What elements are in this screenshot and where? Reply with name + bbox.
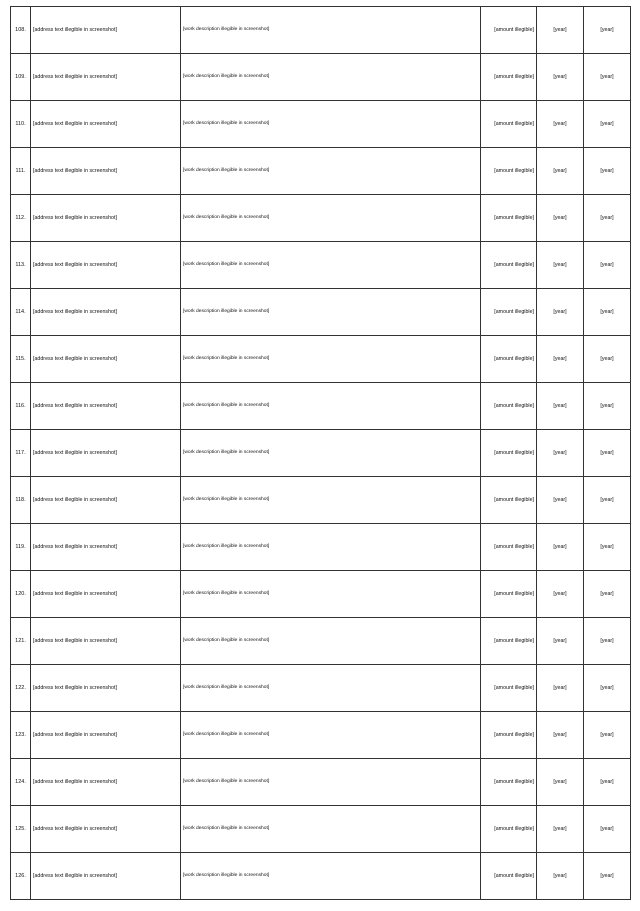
row-number: 123. — [11, 712, 31, 759]
table-row — [11, 806, 631, 853]
year-cell: [year] — [537, 430, 584, 477]
year-cell: [year] — [537, 101, 584, 148]
table-row — [11, 665, 631, 712]
work-description-cell: [work description illegible in screenshot] — [181, 430, 481, 477]
year-cell: [year] — [537, 853, 584, 900]
address-cell: [address text illegible in screenshot] — [31, 195, 181, 242]
year-cell: [year] — [537, 148, 584, 195]
address-cell: [address text illegible in screenshot] — [31, 430, 181, 477]
address-cell: [address text illegible in screenshot] — [31, 7, 181, 54]
work-description-cell: [work description illegible in screenshot] — [181, 336, 481, 383]
year-cell: [year] — [584, 54, 631, 101]
amount-cell: [amount illegible] — [481, 101, 537, 148]
amount-cell: [amount illegible] — [481, 383, 537, 430]
row-number: 118. — [11, 477, 31, 524]
year-cell: [year] — [537, 289, 584, 336]
table-row — [11, 712, 631, 759]
address-cell: [address text illegible in screenshot] — [31, 477, 181, 524]
address-cell: [address text illegible in screenshot] — [31, 665, 181, 712]
amount-cell: [amount illegible] — [481, 571, 537, 618]
table-row — [11, 618, 631, 665]
amount-cell: [amount illegible] — [481, 712, 537, 759]
amount-cell: [amount illegible] — [481, 148, 537, 195]
work-description-cell: [work description illegible in screenshot] — [181, 665, 481, 712]
row-number: 117. — [11, 430, 31, 477]
table-row — [11, 571, 631, 618]
address-cell: [address text illegible in screenshot] — [31, 618, 181, 665]
work-description-cell: [work description illegible in screenshot] — [181, 101, 481, 148]
year-cell: [year] — [584, 477, 631, 524]
address-cell: [address text illegible in screenshot] — [31, 148, 181, 195]
year-cell: [year] — [584, 101, 631, 148]
year-cell: [year] — [537, 383, 584, 430]
year-cell: [year] — [537, 54, 584, 101]
table-row — [11, 148, 631, 195]
amount-cell: [amount illegible] — [481, 618, 537, 665]
year-cell: [year] — [537, 759, 584, 806]
work-description-cell: [work description illegible in screenshot] — [181, 806, 481, 853]
row-number: 119. — [11, 524, 31, 571]
table-row — [11, 242, 631, 289]
work-description-cell: [work description illegible in screenshot] — [181, 853, 481, 900]
year-cell: [year] — [537, 477, 584, 524]
address-cell: [address text illegible in screenshot] — [31, 242, 181, 289]
table-row — [11, 336, 631, 383]
year-cell: [year] — [584, 665, 631, 712]
table-row — [11, 195, 631, 242]
work-description-cell: [work description illegible in screenshot] — [181, 148, 481, 195]
amount-cell: [amount illegible] — [481, 853, 537, 900]
year-cell: [year] — [537, 571, 584, 618]
amount-cell: [amount illegible] — [481, 54, 537, 101]
work-description-cell: [work description illegible in screenshot] — [181, 759, 481, 806]
table-body — [11, 7, 631, 900]
table-row — [11, 101, 631, 148]
year-cell: [year] — [584, 571, 631, 618]
year-cell: [year] — [537, 712, 584, 759]
amount-cell: [amount illegible] — [481, 289, 537, 336]
address-cell: [address text illegible in screenshot] — [31, 571, 181, 618]
row-number: 112. — [11, 195, 31, 242]
row-number: 116. — [11, 383, 31, 430]
year-cell: [year] — [537, 524, 584, 571]
row-number: 125. — [11, 806, 31, 853]
address-cell: [address text illegible in screenshot] — [31, 289, 181, 336]
year-cell: [year] — [584, 759, 631, 806]
amount-cell: [amount illegible] — [481, 759, 537, 806]
year-cell: [year] — [584, 618, 631, 665]
year-cell: [year] — [584, 806, 631, 853]
year-cell: [year] — [584, 336, 631, 383]
year-cell: [year] — [537, 195, 584, 242]
work-description-cell: [work description illegible in screenshot] — [181, 571, 481, 618]
row-number: 108. — [11, 7, 31, 54]
row-number: 113. — [11, 242, 31, 289]
address-cell: [address text illegible in screenshot] — [31, 524, 181, 571]
table-row — [11, 759, 631, 806]
row-number: 111. — [11, 148, 31, 195]
year-cell: [year] — [537, 618, 584, 665]
year-cell: [year] — [537, 336, 584, 383]
amount-cell: [amount illegible] — [481, 665, 537, 712]
table-row — [11, 524, 631, 571]
amount-cell: [amount illegible] — [481, 477, 537, 524]
year-cell: [year] — [584, 524, 631, 571]
table-row — [11, 430, 631, 477]
amount-cell: [amount illegible] — [481, 195, 537, 242]
year-cell: [year] — [584, 853, 631, 900]
work-description-cell: [work description illegible in screenshot] — [181, 7, 481, 54]
address-cell: [address text illegible in screenshot] — [31, 806, 181, 853]
table-row — [11, 54, 631, 101]
year-cell: [year] — [537, 665, 584, 712]
document-page — [10, 6, 630, 901]
row-number: 126. — [11, 853, 31, 900]
row-number: 109. — [11, 54, 31, 101]
table-row — [11, 477, 631, 524]
repair-program-table — [10, 6, 631, 900]
year-cell: [year] — [584, 242, 631, 289]
address-cell: [address text illegible in screenshot] — [31, 383, 181, 430]
address-cell: [address text illegible in screenshot] — [31, 336, 181, 383]
amount-cell: [amount illegible] — [481, 806, 537, 853]
address-cell: [address text illegible in screenshot] — [31, 54, 181, 101]
year-cell: [year] — [584, 383, 631, 430]
work-description-cell: [work description illegible in screenshot] — [181, 289, 481, 336]
amount-cell: [amount illegible] — [481, 430, 537, 477]
year-cell: [year] — [584, 195, 631, 242]
year-cell: [year] — [584, 430, 631, 477]
work-description-cell: [work description illegible in screenshot] — [181, 195, 481, 242]
work-description-cell: [work description illegible in screenshot] — [181, 242, 481, 289]
address-cell: [address text illegible in screenshot] — [31, 759, 181, 806]
table-row — [11, 383, 631, 430]
work-description-cell: [work description illegible in screenshot] — [181, 54, 481, 101]
year-cell: [year] — [537, 242, 584, 289]
row-number: 124. — [11, 759, 31, 806]
table-row — [11, 289, 631, 336]
row-number: 114. — [11, 289, 31, 336]
address-cell: [address text illegible in screenshot] — [31, 712, 181, 759]
work-description-cell: [work description illegible in screenshot] — [181, 477, 481, 524]
year-cell: [year] — [584, 7, 631, 54]
year-cell: [year] — [537, 806, 584, 853]
row-number: 115. — [11, 336, 31, 383]
year-cell: [year] — [584, 712, 631, 759]
row-number: 121. — [11, 618, 31, 665]
year-cell: [year] — [584, 148, 631, 195]
table-row — [11, 853, 631, 900]
row-number: 110. — [11, 101, 31, 148]
row-number: 120. — [11, 571, 31, 618]
amount-cell: [amount illegible] — [481, 524, 537, 571]
work-description-cell: [work description illegible in screenshot] — [181, 618, 481, 665]
amount-cell: [amount illegible] — [481, 336, 537, 383]
table-row — [11, 7, 631, 54]
amount-cell: [amount illegible] — [481, 7, 537, 54]
work-description-cell: [work description illegible in screenshot] — [181, 712, 481, 759]
work-description-cell: [work description illegible in screenshot] — [181, 383, 481, 430]
work-description-cell: [work description illegible in screenshot] — [181, 524, 481, 571]
year-cell: [year] — [537, 7, 584, 54]
row-number: 122. — [11, 665, 31, 712]
address-cell: [address text illegible in screenshot] — [31, 853, 181, 900]
year-cell: [year] — [584, 289, 631, 336]
address-cell: [address text illegible in screenshot] — [31, 101, 181, 148]
amount-cell: [amount illegible] — [481, 242, 537, 289]
